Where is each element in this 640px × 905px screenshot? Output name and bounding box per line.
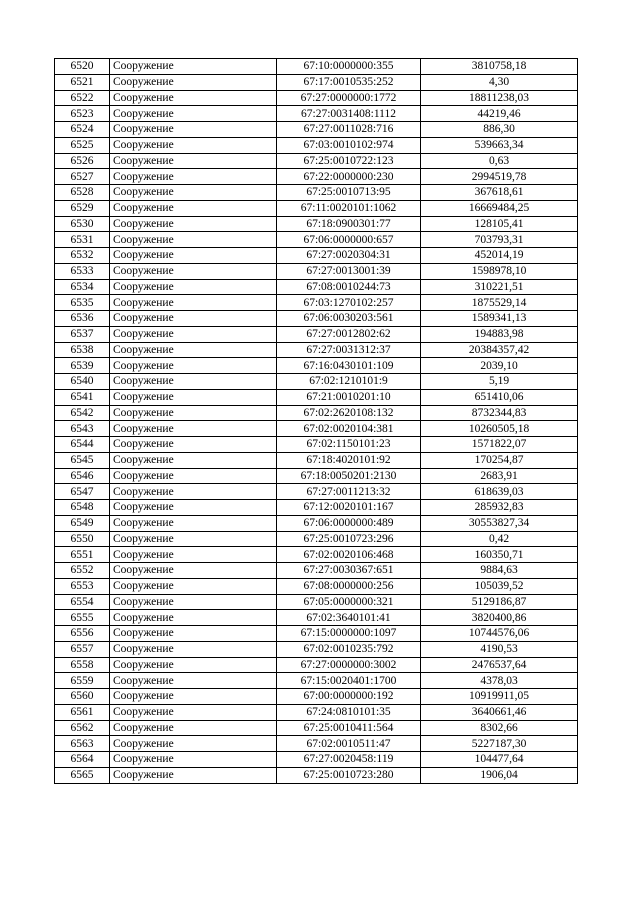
- value-cell: 4378,03: [421, 673, 578, 689]
- cadastral-number-cell: 67:27:0000000:3002: [277, 657, 421, 673]
- table-row: [55, 437, 578, 453]
- value-cell: 367618,61: [421, 185, 578, 201]
- cadastral-number-cell: 67:21:0010201:10: [277, 389, 421, 405]
- value-cell: 194883,98: [421, 326, 578, 342]
- object-type-cell: Сооружение: [110, 657, 277, 673]
- row-number-cell: 6524: [55, 122, 110, 138]
- object-type-cell: Сооружение: [110, 59, 277, 75]
- cadastral-number-cell: 67:02:1150101:23: [277, 437, 421, 453]
- cadastral-number-cell: 67:06:0000000:489: [277, 515, 421, 531]
- value-cell: 2683,91: [421, 468, 578, 484]
- table-row: [55, 248, 578, 264]
- value-cell: 16669484,25: [421, 200, 578, 216]
- object-type-cell: Сооружение: [110, 185, 277, 201]
- cadastral-number-cell: 67:27:0011213:32: [277, 484, 421, 500]
- object-type-cell: Сооружение: [110, 452, 277, 468]
- object-type-cell: Сооружение: [110, 421, 277, 437]
- object-type-cell: Сооружение: [110, 248, 277, 264]
- table-row: [55, 720, 578, 736]
- table-row: [55, 531, 578, 547]
- cadastral-number-cell: 67:18:4020101:92: [277, 452, 421, 468]
- object-type-cell: Сооружение: [110, 547, 277, 563]
- cadastral-number-cell: 67:15:0020401:1700: [277, 673, 421, 689]
- value-cell: 651410,06: [421, 389, 578, 405]
- value-cell: 9884,63: [421, 563, 578, 579]
- row-number-cell: 6541: [55, 389, 110, 405]
- value-cell: 618639,03: [421, 484, 578, 500]
- object-type-cell: Сооружение: [110, 641, 277, 657]
- row-number-cell: 6529: [55, 200, 110, 216]
- table-row: [55, 326, 578, 342]
- value-cell: 30553827,34: [421, 515, 578, 531]
- table-row: [55, 374, 578, 390]
- table-row: [55, 59, 578, 75]
- table-row: [55, 74, 578, 90]
- row-number-cell: 6531: [55, 232, 110, 248]
- row-number-cell: 6563: [55, 736, 110, 752]
- table-row: [55, 185, 578, 201]
- row-number-cell: 6538: [55, 342, 110, 358]
- value-cell: 703793,31: [421, 232, 578, 248]
- object-type-cell: Сооружение: [110, 468, 277, 484]
- cadastral-number-cell: 67:16:0430101:109: [277, 358, 421, 374]
- table-row: [55, 311, 578, 327]
- row-number-cell: 6535: [55, 295, 110, 311]
- cadastral-number-cell: 67:25:0010723:280: [277, 767, 421, 783]
- cadastral-number-cell: 67:02:0020104:381: [277, 421, 421, 437]
- object-type-cell: Сооружение: [110, 578, 277, 594]
- table-row: [55, 137, 578, 153]
- table-row: [55, 515, 578, 531]
- object-type-cell: Сооружение: [110, 673, 277, 689]
- object-type-cell: Сооружение: [110, 279, 277, 295]
- cadastral-number-cell: 67:02:1210101:9: [277, 374, 421, 390]
- cadastral-number-cell: 67:22:0000000:230: [277, 169, 421, 185]
- object-type-cell: Сооружение: [110, 295, 277, 311]
- value-cell: 4,30: [421, 74, 578, 90]
- object-type-cell: Сооружение: [110, 74, 277, 90]
- value-cell: 1875529,14: [421, 295, 578, 311]
- cadastral-number-cell: 67:25:0010722:123: [277, 153, 421, 169]
- value-cell: 20384357,42: [421, 342, 578, 358]
- row-number-cell: 6553: [55, 578, 110, 594]
- table-row: [55, 610, 578, 626]
- value-cell: 2476537,64: [421, 657, 578, 673]
- object-type-cell: Сооружение: [110, 106, 277, 122]
- row-number-cell: 6561: [55, 704, 110, 720]
- cadastral-number-cell: 67:25:0010411:564: [277, 720, 421, 736]
- value-cell: 18811238,03: [421, 90, 578, 106]
- value-cell: 3640661,46: [421, 704, 578, 720]
- object-type-cell: Сооружение: [110, 610, 277, 626]
- object-type-cell: Сооружение: [110, 232, 277, 248]
- table-row: [55, 122, 578, 138]
- cadastral-number-cell: 67:02:3640101:41: [277, 610, 421, 626]
- value-cell: 1906,04: [421, 767, 578, 783]
- row-number-cell: 6530: [55, 216, 110, 232]
- row-number-cell: 6520: [55, 59, 110, 75]
- object-type-cell: Сооружение: [110, 736, 277, 752]
- value-cell: 104477,64: [421, 752, 578, 768]
- table-row: [55, 405, 578, 421]
- cadastral-number-cell: 67:18:0900301:77: [277, 216, 421, 232]
- table-row: [55, 389, 578, 405]
- row-number-cell: 6534: [55, 279, 110, 295]
- row-number-cell: 6549: [55, 515, 110, 531]
- row-number-cell: 6556: [55, 626, 110, 642]
- value-cell: 128105,41: [421, 216, 578, 232]
- object-type-cell: Сооружение: [110, 594, 277, 610]
- table-row: [55, 657, 578, 673]
- cadastral-number-cell: 67:27:0013001:39: [277, 263, 421, 279]
- cadastral-number-cell: 67:27:0031312:37: [277, 342, 421, 358]
- row-number-cell: 6555: [55, 610, 110, 626]
- registry-table-body: [55, 59, 578, 784]
- cadastral-number-cell: 67:08:0010244:73: [277, 279, 421, 295]
- object-type-cell: Сооружение: [110, 720, 277, 736]
- cadastral-number-cell: 67:17:0010535:252: [277, 74, 421, 90]
- cadastral-number-cell: 67:18:0050201:2130: [277, 468, 421, 484]
- object-type-cell: Сооружение: [110, 437, 277, 453]
- table-row: [55, 767, 578, 783]
- table-row: [55, 169, 578, 185]
- object-type-cell: Сооружение: [110, 200, 277, 216]
- table-row: [55, 500, 578, 516]
- cadastral-number-cell: 67:06:0000000:657: [277, 232, 421, 248]
- value-cell: 886,30: [421, 122, 578, 138]
- value-cell: 10260505,18: [421, 421, 578, 437]
- row-number-cell: 6526: [55, 153, 110, 169]
- object-type-cell: Сооружение: [110, 500, 277, 516]
- row-number-cell: 6550: [55, 531, 110, 547]
- value-cell: 3810758,18: [421, 59, 578, 75]
- row-number-cell: 6545: [55, 452, 110, 468]
- object-type-cell: Сооружение: [110, 358, 277, 374]
- cadastral-number-cell: 67:27:0020458:119: [277, 752, 421, 768]
- object-type-cell: Сооружение: [110, 484, 277, 500]
- table-row: [55, 578, 578, 594]
- cadastral-number-cell: 67:15:0000000:1097: [277, 626, 421, 642]
- row-number-cell: 6562: [55, 720, 110, 736]
- value-cell: 2994519,78: [421, 169, 578, 185]
- table-row: [55, 90, 578, 106]
- cadastral-number-cell: 67:10:0000000:355: [277, 59, 421, 75]
- row-number-cell: 6565: [55, 767, 110, 783]
- cadastral-number-cell: 67:27:0031408:1112: [277, 106, 421, 122]
- row-number-cell: 6548: [55, 500, 110, 516]
- object-type-cell: Сооружение: [110, 531, 277, 547]
- cadastral-number-cell: 67:27:0000000:1772: [277, 90, 421, 106]
- cadastral-number-cell: 67:06:0030203:561: [277, 311, 421, 327]
- table-row: [55, 421, 578, 437]
- row-number-cell: 6551: [55, 547, 110, 563]
- row-number-cell: 6525: [55, 137, 110, 153]
- cadastral-number-cell: 67:02:2620108:132: [277, 405, 421, 421]
- row-number-cell: 6547: [55, 484, 110, 500]
- table-row: [55, 594, 578, 610]
- object-type-cell: Сооружение: [110, 689, 277, 705]
- object-type-cell: Сооружение: [110, 389, 277, 405]
- value-cell: 8302,66: [421, 720, 578, 736]
- row-number-cell: 6559: [55, 673, 110, 689]
- table-row: [55, 752, 578, 768]
- object-type-cell: Сооружение: [110, 752, 277, 768]
- row-number-cell: 6528: [55, 185, 110, 201]
- object-type-cell: Сооружение: [110, 216, 277, 232]
- object-type-cell: Сооружение: [110, 704, 277, 720]
- cadastral-number-cell: 67:27:0030367:651: [277, 563, 421, 579]
- row-number-cell: 6537: [55, 326, 110, 342]
- value-cell: 285932,83: [421, 500, 578, 516]
- value-cell: 8732344,83: [421, 405, 578, 421]
- value-cell: 44219,46: [421, 106, 578, 122]
- row-number-cell: 6560: [55, 689, 110, 705]
- value-cell: 5129186,87: [421, 594, 578, 610]
- value-cell: 1571822,07: [421, 437, 578, 453]
- value-cell: 160350,71: [421, 547, 578, 563]
- value-cell: 5227187,30: [421, 736, 578, 752]
- value-cell: 170254,87: [421, 452, 578, 468]
- value-cell: 10744576,06: [421, 626, 578, 642]
- cadastral-number-cell: 67:02:0020106:468: [277, 547, 421, 563]
- value-cell: 1589341,13: [421, 311, 578, 327]
- value-cell: 4190,53: [421, 641, 578, 657]
- object-type-cell: Сооружение: [110, 767, 277, 783]
- cadastral-number-cell: 67:25:0010723:296: [277, 531, 421, 547]
- object-type-cell: Сооружение: [110, 311, 277, 327]
- cadastral-number-cell: 67:27:0020304:31: [277, 248, 421, 264]
- table-row: [55, 626, 578, 642]
- table-row: [55, 484, 578, 500]
- table-row: [55, 106, 578, 122]
- object-type-cell: Сооружение: [110, 263, 277, 279]
- object-type-cell: Сооружение: [110, 563, 277, 579]
- cadastral-number-cell: 67:05:0000000:321: [277, 594, 421, 610]
- row-number-cell: 6552: [55, 563, 110, 579]
- row-number-cell: 6522: [55, 90, 110, 106]
- row-number-cell: 6527: [55, 169, 110, 185]
- table-row: [55, 263, 578, 279]
- object-type-cell: Сооружение: [110, 90, 277, 106]
- row-number-cell: 6521: [55, 74, 110, 90]
- cadastral-number-cell: 67:03:0010102:974: [277, 137, 421, 153]
- table-row: [55, 689, 578, 705]
- table-row: [55, 216, 578, 232]
- table-row: [55, 452, 578, 468]
- cadastral-number-cell: 67:02:0010235:792: [277, 641, 421, 657]
- cadastral-number-cell: 67:02:0010511:47: [277, 736, 421, 752]
- object-type-cell: Сооружение: [110, 626, 277, 642]
- value-cell: 310221,51: [421, 279, 578, 295]
- cadastral-number-cell: 67:25:0010713:95: [277, 185, 421, 201]
- object-type-cell: Сооружение: [110, 326, 277, 342]
- row-number-cell: 6533: [55, 263, 110, 279]
- cadastral-number-cell: 67:11:0020101:1062: [277, 200, 421, 216]
- cadastral-number-cell: 67:27:0012802:62: [277, 326, 421, 342]
- value-cell: 0,63: [421, 153, 578, 169]
- row-number-cell: 6539: [55, 358, 110, 374]
- value-cell: 105039,52: [421, 578, 578, 594]
- object-type-cell: Сооружение: [110, 342, 277, 358]
- row-number-cell: 6558: [55, 657, 110, 673]
- row-number-cell: 6543: [55, 421, 110, 437]
- row-number-cell: 6564: [55, 752, 110, 768]
- table-row: [55, 641, 578, 657]
- row-number-cell: 6523: [55, 106, 110, 122]
- cadastral-number-cell: 67:00:0000000:192: [277, 689, 421, 705]
- table-row: [55, 358, 578, 374]
- value-cell: 10919911,05: [421, 689, 578, 705]
- value-cell: 2039,10: [421, 358, 578, 374]
- row-number-cell: 6536: [55, 311, 110, 327]
- table-row: [55, 153, 578, 169]
- table-row: [55, 736, 578, 752]
- value-cell: 3820400,86: [421, 610, 578, 626]
- row-number-cell: 6544: [55, 437, 110, 453]
- value-cell: 0,42: [421, 531, 578, 547]
- row-number-cell: 6546: [55, 468, 110, 484]
- value-cell: 452014,19: [421, 248, 578, 264]
- value-cell: 5,19: [421, 374, 578, 390]
- row-number-cell: 6557: [55, 641, 110, 657]
- object-type-cell: Сооружение: [110, 374, 277, 390]
- table-row: [55, 279, 578, 295]
- table-row: [55, 673, 578, 689]
- cadastral-number-cell: 67:12:0020101:167: [277, 500, 421, 516]
- row-number-cell: 6532: [55, 248, 110, 264]
- row-number-cell: 6540: [55, 374, 110, 390]
- object-type-cell: Сооружение: [110, 405, 277, 421]
- table-row: [55, 232, 578, 248]
- table-row: [55, 468, 578, 484]
- value-cell: 1598978,10: [421, 263, 578, 279]
- cadastral-number-cell: 67:24:0810101:35: [277, 704, 421, 720]
- object-type-cell: Сооружение: [110, 153, 277, 169]
- table-row: [55, 704, 578, 720]
- table-row: [55, 563, 578, 579]
- table-row: [55, 342, 578, 358]
- row-number-cell: 6542: [55, 405, 110, 421]
- registry-table: [54, 58, 578, 784]
- cadastral-number-cell: 67:27:0011028:716: [277, 122, 421, 138]
- object-type-cell: Сооружение: [110, 137, 277, 153]
- table-row: [55, 547, 578, 563]
- value-cell: 539663,34: [421, 137, 578, 153]
- object-type-cell: Сооружение: [110, 169, 277, 185]
- object-type-cell: Сооружение: [110, 122, 277, 138]
- object-type-cell: Сооружение: [110, 515, 277, 531]
- cadastral-number-cell: 67:08:0000000:256: [277, 578, 421, 594]
- table-row: [55, 200, 578, 216]
- row-number-cell: 6554: [55, 594, 110, 610]
- table-row: [55, 295, 578, 311]
- cadastral-number-cell: 67:03:1270102:257: [277, 295, 421, 311]
